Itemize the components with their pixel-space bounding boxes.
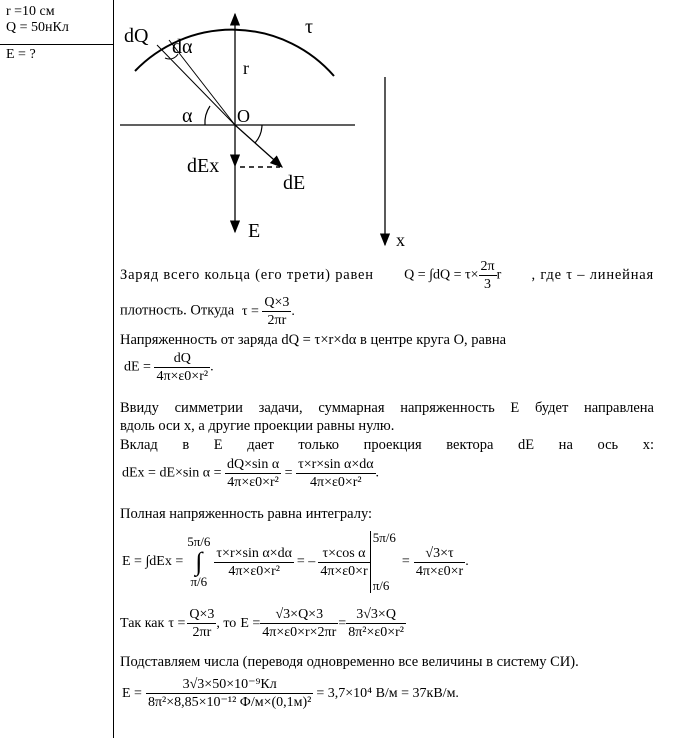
- text-line-8: Подставляем числа (переводя одновременно все величины в систему СИ).: [120, 654, 579, 670]
- label-dq: dQ: [124, 25, 149, 47]
- label-alpha: α: [182, 105, 193, 127]
- label-dalpha: dα: [172, 36, 193, 58]
- given-r: r =10 см: [6, 4, 55, 19]
- formula-integral: E = ∫dEx = 5π/6 ∫ π/6 $\frac{\text{τ×r×sin α×dα}}{\text{4π×ε0×r²}}$ = – $\frac{\text{τ×cos α}}{4\pi\times\varepsilon 0\times r}$ 5π/6 π/6 = $\frac{√3\times\tau}{4\pi\times\varepsilon 0\times r}$ .: [122, 530, 469, 593]
- formula-line-7: Так как τ = $\frac{Q\times 3}{2\pi r}$ , то E = $\frac{√3\times Q\times 3}{4\pi\times\varepsilon 0\times r\times 2\pi r}$ = $\frac{3√3\times Q}{\text{8π²×ε0×r²}}$: [120, 607, 404, 640]
- text-line-4a: Ввиду симметрии задачи, суммарная напряженность E будет направлена: [120, 400, 654, 416]
- given-e: E = ?: [6, 47, 36, 62]
- alpha-arc: [205, 106, 210, 125]
- text-line-1: Заряд всего кольца (его трети) равен Q = ∫dQ = τ× $\frac{2\pi}{3}$ r , где τ – линейная: [120, 259, 654, 292]
- de-arrow: [235, 125, 282, 167]
- label-de: dE: [283, 172, 306, 194]
- ring-figure: [0, 0, 674, 260]
- text-line-6: Полная напряженность равна интегралу:: [120, 506, 373, 522]
- given-q: Q = 50нКл: [6, 20, 69, 35]
- label-e: E: [248, 220, 261, 242]
- label-dex: dEx: [187, 155, 220, 177]
- label-tau: τ: [305, 16, 314, 38]
- radial-line-1: [157, 45, 235, 125]
- formula-final: E = $\frac{\text{3√3×50×10⁻⁹Кл}}{\text{8π²×8,85×10⁻¹² Ф/м×(0,1м)²}}$ = 3,7×10⁴ В/м = 37кВ/м.: [122, 677, 459, 710]
- label-r: r: [243, 58, 249, 78]
- formula-de: dE = $\frac{dQ}{\text{4π×ε0×r²}}$ .: [124, 351, 214, 384]
- label-o: O: [237, 106, 250, 126]
- label-x: x: [396, 230, 405, 250]
- text-line-4b: вдоль оси x, а другие проекции равны нулю.: [120, 418, 395, 434]
- formula-dex: dEx = dE×sin α = $\frac{\text{dQ×sin α}}{\text{4π×ε0×r²}}$ = $\frac{\text{τ×r×sin α×dα}}{\text{4π×ε0×r²}}$ .: [122, 457, 380, 490]
- text-line-2: плотность. Откуда τ = $\frac{Q\times 3}{2\pi r}$ .: [120, 295, 295, 328]
- text-line-3: Напряженность от заряда dQ = τ×r×dα в центре круга O, равна: [120, 332, 507, 348]
- text-line-5: Вклад в E дает только проекция вектора dE на ось x:: [120, 437, 654, 453]
